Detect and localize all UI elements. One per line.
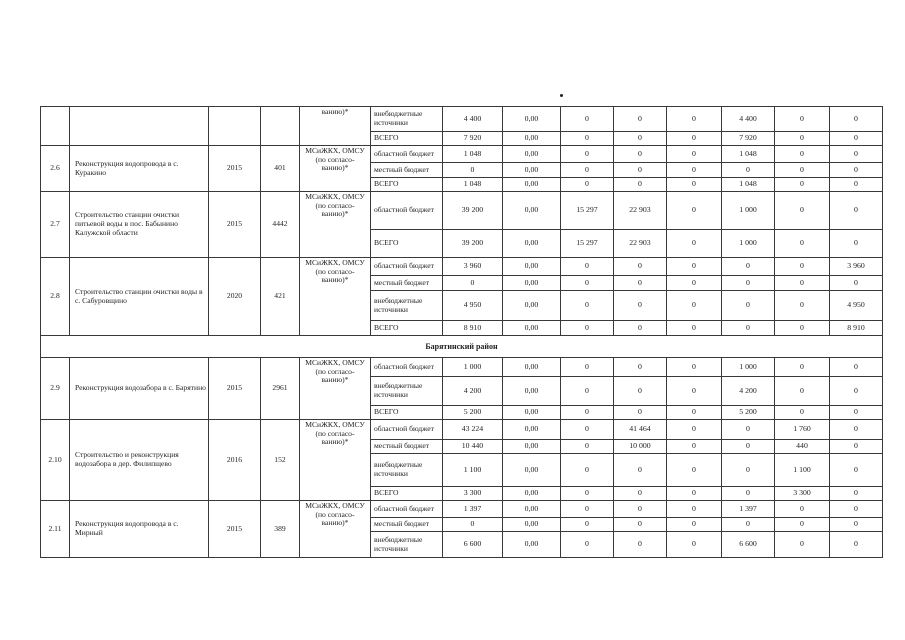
item-number-cell (41, 107, 70, 146)
amount-cell: 7 920 (722, 132, 775, 146)
amount-cell: 0,00 (503, 276, 561, 291)
amount-cell: 0 (561, 501, 614, 518)
amount-cell: 0 (775, 192, 830, 230)
amount-cell: 0 (561, 163, 614, 178)
amount-cell: 0 (830, 420, 883, 440)
region-row (41, 336, 883, 358)
amount-cell: 1 100 (443, 454, 503, 487)
region-heading: Барятинский район (41, 336, 883, 358)
funding-source-cell: местный бюджет (371, 276, 443, 291)
capacity-cell: 401 (261, 146, 300, 192)
amount-cell: 0 (830, 132, 883, 146)
funding-source-cell: местный бюджет (371, 163, 443, 178)
amount-cell: 0 (614, 107, 667, 132)
amount-cell: 0,00 (503, 501, 561, 518)
funding-source-cell: ВСЕГО (371, 230, 443, 258)
amount-cell: 0 (561, 406, 614, 420)
amount-cell: 0 (443, 163, 503, 178)
amount-cell: 4 200 (722, 377, 775, 406)
amount-cell: 0 (830, 163, 883, 178)
amount-cell: 0,00 (503, 321, 561, 336)
responsible-cell: МСиЖКХ, ОМСУ (по согласо-ванию)* (300, 501, 371, 558)
item-number-cell: 2.8 (41, 258, 70, 336)
funding-source-cell: внебюджетные источники (371, 454, 443, 487)
amount-cell: 0,00 (503, 107, 561, 132)
amount-cell: 0 (561, 420, 614, 440)
amount-cell: 3 300 (443, 487, 503, 501)
amount-cell: 0 (667, 440, 722, 454)
amount-cell: 1 397 (722, 501, 775, 518)
amount-cell: 0 (667, 358, 722, 377)
amount-cell: 3 300 (775, 487, 830, 501)
amount-cell: 0 (722, 440, 775, 454)
amount-cell: 0 (830, 518, 883, 532)
amount-cell: 0 (830, 146, 883, 163)
amount-cell: 0 (443, 518, 503, 532)
year-cell: 2015 (209, 501, 261, 558)
amount-cell: 0 (775, 230, 830, 258)
amount-cell: 3 960 (830, 258, 883, 276)
responsible-cell: ванию)* (300, 107, 371, 146)
amount-cell: 0 (667, 532, 722, 558)
amount-cell: 0 (614, 178, 667, 192)
responsible-cell: МСиЖКХ, ОМСУ (по согласо-ванию)* (300, 192, 371, 258)
table-row (41, 107, 883, 132)
amount-cell: 5 200 (722, 406, 775, 420)
amount-cell: 0 (667, 107, 722, 132)
funding-source-cell: областной бюджет (371, 258, 443, 276)
funding-source-cell: областной бюджет (371, 146, 443, 163)
amount-cell: 41 464 (614, 420, 667, 440)
amount-cell: 0 (614, 406, 667, 420)
amount-cell: 10 000 (614, 440, 667, 454)
amount-cell: 0 (614, 132, 667, 146)
year-cell: 2020 (209, 258, 261, 336)
amount-cell: 7 920 (443, 132, 503, 146)
funding-source-cell: областной бюджет (371, 501, 443, 518)
amount-cell: 1 048 (443, 146, 503, 163)
amount-cell: 0 (561, 276, 614, 291)
amount-cell: 0 (614, 487, 667, 501)
project-name-cell: Реконструкция водозабора в с. Барятино (70, 358, 209, 420)
amount-cell: 3 960 (443, 258, 503, 276)
amount-cell: 0,00 (503, 258, 561, 276)
amount-cell: 0 (830, 192, 883, 230)
amount-cell: 0 (830, 501, 883, 518)
amount-cell: 0 (775, 501, 830, 518)
amount-cell: 0 (667, 192, 722, 230)
amount-cell: 0,00 (503, 377, 561, 406)
amount-cell: 1 048 (722, 146, 775, 163)
amount-cell: 15 297 (561, 230, 614, 258)
amount-cell: 0 (667, 454, 722, 487)
amount-cell: 0 (561, 107, 614, 132)
amount-cell: 1 760 (775, 420, 830, 440)
amount-cell: 0 (667, 146, 722, 163)
amount-cell: 0 (561, 132, 614, 146)
capacity-cell: 152 (261, 420, 300, 501)
funding-source-cell: местный бюджет (371, 518, 443, 532)
amount-cell: 440 (775, 440, 830, 454)
amount-cell: 0 (775, 518, 830, 532)
amount-cell: 0 (667, 276, 722, 291)
amount-cell: 0 (722, 163, 775, 178)
investment-program-table (40, 106, 883, 558)
responsible-cell: МСиЖКХ, ОМСУ (по согласо-ванию)* (300, 420, 371, 501)
amount-cell: 0,00 (503, 420, 561, 440)
amount-cell: 0 (667, 377, 722, 406)
amount-cell: 0 (667, 487, 722, 501)
amount-cell: 8 910 (443, 321, 503, 336)
amount-cell: 0,00 (503, 163, 561, 178)
amount-cell: 0 (561, 321, 614, 336)
project-name-cell: Реконструкция водопровода в с. Мирный (70, 501, 209, 558)
amount-cell: 0 (667, 501, 722, 518)
amount-cell: 0 (614, 276, 667, 291)
item-number-cell: 2.6 (41, 146, 70, 192)
amount-cell: 1 000 (443, 358, 503, 377)
funding-source-cell: внебюджетные источники (371, 107, 443, 132)
amount-cell: 0,00 (503, 146, 561, 163)
amount-cell: 0 (830, 532, 883, 558)
amount-cell: 0 (561, 532, 614, 558)
capacity-cell: 2961 (261, 358, 300, 420)
amount-cell: 1 048 (722, 178, 775, 192)
amount-cell: 1 000 (722, 230, 775, 258)
amount-cell: 0 (614, 454, 667, 487)
amount-cell: 5 200 (443, 406, 503, 420)
table-row (41, 258, 883, 276)
project-name-cell: Строительство станции очистки воды в с. Сабуровщино (70, 258, 209, 336)
amount-cell: 0 (614, 258, 667, 276)
amount-cell: 0 (775, 291, 830, 321)
funding-source-cell: внебюджетные источники (371, 377, 443, 406)
amount-cell: 0 (722, 518, 775, 532)
amount-cell: 0 (561, 358, 614, 377)
amount-cell: 0 (667, 163, 722, 178)
amount-cell: 0 (722, 321, 775, 336)
funding-source-cell: ВСЕГО (371, 132, 443, 146)
amount-cell: 6 600 (443, 532, 503, 558)
amount-cell: 0 (830, 107, 883, 132)
amount-cell: 0 (722, 258, 775, 276)
amount-cell: 1 100 (775, 454, 830, 487)
funding-source-cell: областной бюджет (371, 192, 443, 230)
amount-cell: 0 (722, 276, 775, 291)
amount-cell: 0 (667, 518, 722, 532)
amount-cell: 0 (830, 454, 883, 487)
amount-cell: 0 (775, 276, 830, 291)
amount-cell: 4 950 (830, 291, 883, 321)
amount-cell: 0 (614, 501, 667, 518)
amount-cell: 4 950 (443, 291, 503, 321)
amount-cell: 6 600 (722, 532, 775, 558)
responsible-cell: МСиЖКХ, ОМСУ (по согласо-ванию)* (300, 258, 371, 336)
amount-cell: 0 (667, 291, 722, 321)
amount-cell: 0 (775, 406, 830, 420)
funding-source-cell: ВСЕГО (371, 406, 443, 420)
amount-cell: 1 000 (722, 358, 775, 377)
funding-source-cell: ВСЕГО (371, 487, 443, 501)
table-row (41, 501, 883, 518)
amount-cell: 0 (667, 132, 722, 146)
item-number-cell: 2.7 (41, 192, 70, 258)
table-row (41, 146, 883, 163)
amount-cell: 0 (775, 258, 830, 276)
amount-cell: 1 048 (443, 178, 503, 192)
amount-cell: 0 (667, 178, 722, 192)
amount-cell: 4 400 (443, 107, 503, 132)
item-number-cell: 2.10 (41, 420, 70, 501)
amount-cell: 0 (830, 377, 883, 406)
amount-cell: 39 200 (443, 230, 503, 258)
amount-cell: 0 (561, 377, 614, 406)
amount-cell: 0 (830, 276, 883, 291)
amount-cell: 0 (722, 487, 775, 501)
project-name-cell: Реконструкция водопровода в с. Куракино (70, 146, 209, 192)
project-name-cell: Строительство и реконструкция водозабора в дер. Филипщево (70, 420, 209, 501)
amount-cell: 0 (614, 518, 667, 532)
amount-cell: 0 (561, 487, 614, 501)
amount-cell: 0 (667, 406, 722, 420)
amount-cell: 0,00 (503, 440, 561, 454)
amount-cell: 0 (614, 377, 667, 406)
amount-cell: 0 (614, 291, 667, 321)
amount-cell: 43 224 (443, 420, 503, 440)
amount-cell: 0 (775, 107, 830, 132)
funding-source-cell: ВСЕГО (371, 321, 443, 336)
amount-cell: 0 (775, 146, 830, 163)
year-cell: 2015 (209, 358, 261, 420)
table-row (41, 192, 883, 230)
amount-cell: 0,00 (503, 454, 561, 487)
amount-cell: 0 (561, 258, 614, 276)
amount-cell: 0 (775, 132, 830, 146)
year-cell: 2015 (209, 146, 261, 192)
responsible-cell: МСиЖКХ, ОМСУ (по согласо-ванию)* (300, 146, 371, 192)
funding-source-cell: местный бюджет (371, 440, 443, 454)
amount-cell: 1 397 (443, 501, 503, 518)
amount-cell: 0 (775, 532, 830, 558)
scan-dot-mark (560, 94, 563, 97)
amount-cell: 0 (561, 146, 614, 163)
amount-cell: 0 (830, 230, 883, 258)
amount-cell: 0 (561, 454, 614, 487)
amount-cell: 0 (614, 146, 667, 163)
item-number-cell: 2.11 (41, 501, 70, 558)
amount-cell: 0 (561, 440, 614, 454)
amount-cell: 0,00 (503, 230, 561, 258)
amount-cell: 0 (830, 358, 883, 377)
item-number-cell: 2.9 (41, 358, 70, 420)
amount-cell: 0,00 (503, 291, 561, 321)
amount-cell: 8 910 (830, 321, 883, 336)
amount-cell: 0 (614, 532, 667, 558)
amount-cell: 0 (667, 420, 722, 440)
project-name-cell: Строительство станции очистки питьевой воды в пос. Бабынино Калужской области (70, 192, 209, 258)
amount-cell: 10 440 (443, 440, 503, 454)
capacity-cell: 421 (261, 258, 300, 336)
amount-cell: 0,00 (503, 132, 561, 146)
amount-cell: 0 (614, 358, 667, 377)
funding-source-cell: областной бюджет (371, 420, 443, 440)
table-row (41, 358, 883, 377)
amount-cell: 0,00 (503, 518, 561, 532)
amount-cell: 0 (830, 406, 883, 420)
funding-source-cell: областной бюджет (371, 358, 443, 377)
amount-cell: 0 (775, 163, 830, 178)
capacity-cell: 4442 (261, 192, 300, 258)
capacity-cell: 389 (261, 501, 300, 558)
amount-cell: 0 (722, 454, 775, 487)
amount-cell: 0,00 (503, 358, 561, 377)
amount-cell: 0 (775, 358, 830, 377)
year-cell: 2015 (209, 192, 261, 258)
amount-cell: 0 (830, 487, 883, 501)
amount-cell: 0 (667, 258, 722, 276)
amount-cell: 22 903 (614, 192, 667, 230)
responsible-cell: МСиЖКХ, ОМСУ (по согласо-ванию)* (300, 358, 371, 420)
amount-cell: 4 200 (443, 377, 503, 406)
year-cell (209, 107, 261, 146)
amount-cell: 0 (614, 321, 667, 336)
table-row (41, 420, 883, 440)
amount-cell: 0 (667, 321, 722, 336)
amount-cell: 0 (667, 230, 722, 258)
amount-cell: 22 903 (614, 230, 667, 258)
amount-cell: 0 (561, 291, 614, 321)
amount-cell: 15 297 (561, 192, 614, 230)
year-cell: 2016 (209, 420, 261, 501)
project-name-cell (70, 107, 209, 146)
capacity-cell (261, 107, 300, 146)
amount-cell: 0 (722, 291, 775, 321)
funding-source-cell: ВСЕГО (371, 178, 443, 192)
amount-cell: 0 (775, 178, 830, 192)
amount-cell: 0 (561, 178, 614, 192)
amount-cell: 0 (614, 163, 667, 178)
amount-cell: 0,00 (503, 406, 561, 420)
amount-cell: 0,00 (503, 178, 561, 192)
funding-source-cell: внебюджетные источники (371, 532, 443, 558)
funding-source-cell: внебюджетные источники (371, 291, 443, 321)
amount-cell: 0 (561, 518, 614, 532)
amount-cell: 0 (443, 276, 503, 291)
amount-cell: 0 (775, 321, 830, 336)
amount-cell: 0 (722, 420, 775, 440)
amount-cell: 0,00 (503, 192, 561, 230)
amount-cell: 0 (830, 178, 883, 192)
amount-cell: 0 (830, 440, 883, 454)
amount-cell: 1 000 (722, 192, 775, 230)
amount-cell: 4 400 (722, 107, 775, 132)
amount-cell: 0,00 (503, 532, 561, 558)
amount-cell: 0 (775, 377, 830, 406)
amount-cell: 39 200 (443, 192, 503, 230)
amount-cell: 0,00 (503, 487, 561, 501)
